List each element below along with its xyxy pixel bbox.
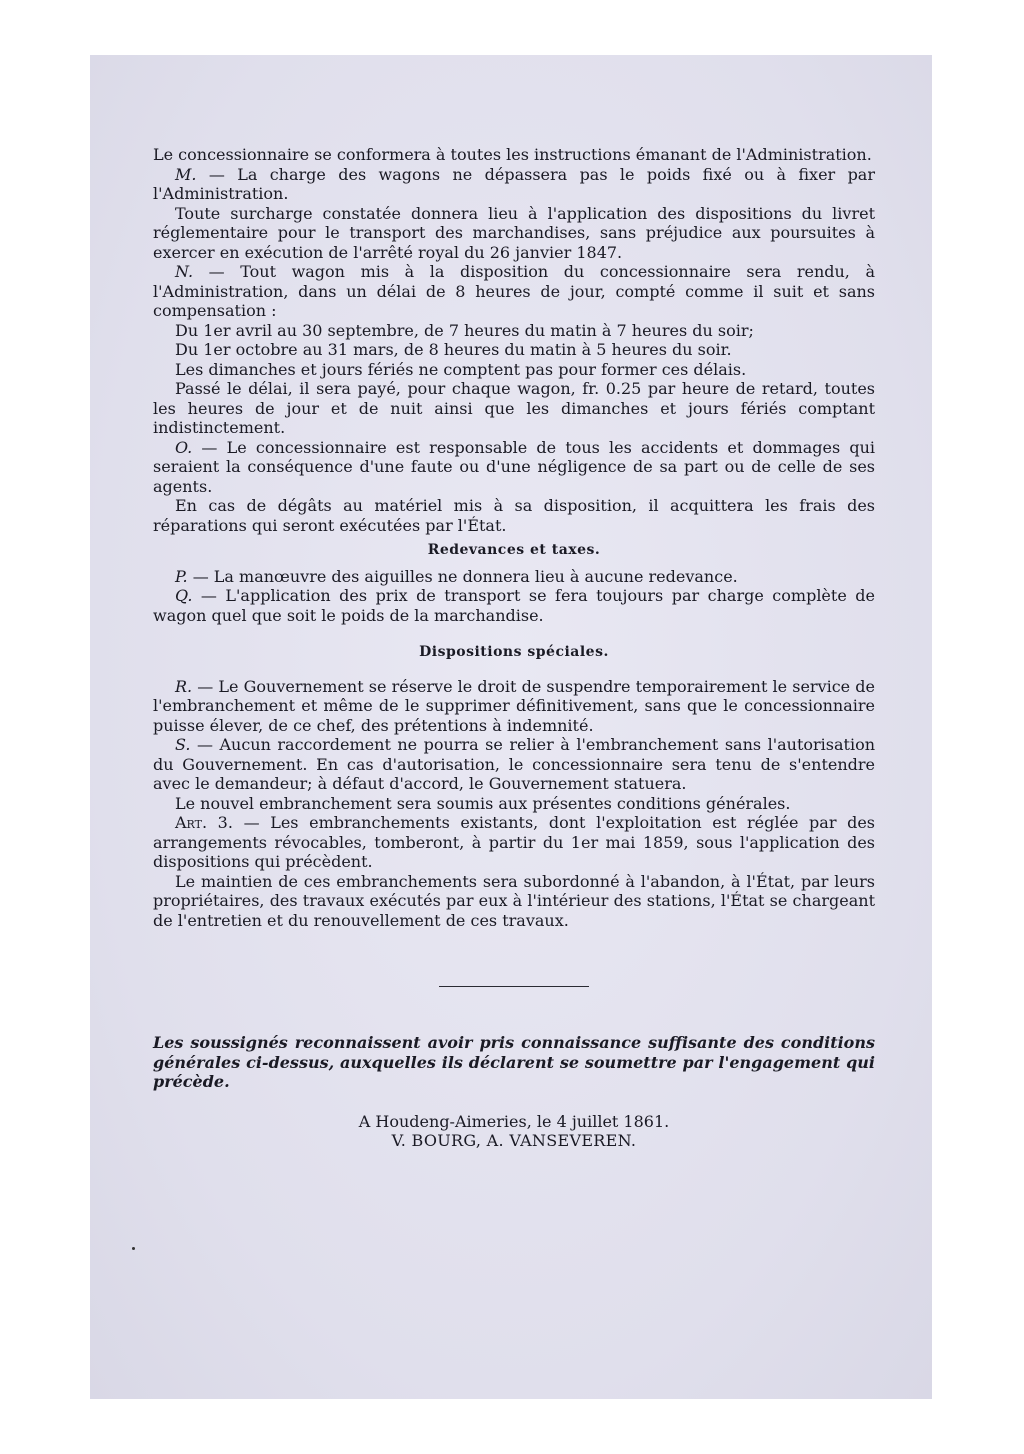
clause-o [153,438,875,497]
stray-dot [132,1247,135,1250]
maintenance-paragraph: Le maintien de ces embranchements sera subordonné à l'abandon, à l'État, par leurs propriétaires, des travaux exécutés par eux à l'intérieur des stations, l'État se chargeant de l'entretien et du renouvellement de ces travaux. [153,871,875,930]
clause-r [153,677,875,736]
clause-q [153,586,875,625]
place-date: A Houdeng-Aimeries, le 4 juillet 1861. [358,1111,670,1131]
sundays-paragraph: Les dimanches et jours fériés ne comptent pas pour former ces délais. [175,359,747,379]
scanned-page [90,55,932,1399]
clause-s-text: — Aucun raccordement ne pourra se relier à l'embranchement sans l'autorisation du Gouvernement. En cas d'autorisation, le concessionnaire sera tenu de s'entendre avec le demandeur; à défaut d'accord, le Gouvernement statuera. [153,735,875,793]
separator-rule [439,986,589,987]
clause-r-letter: R. [175,676,193,696]
surcharge-paragraph: Toute surcharge constatée donnera lieu à l'application des dispositions du livret réglementaire pour le transport des marchandises, sans préjudice aux poursuites à exercer en exécution de l'arrêté royal du 26 janvier 1847. [153,203,875,262]
acknowledgement: Les soussignés reconnaissent avoir pris connaissance suffisante des conditions générales ci-dessus, auxquelles ils déclarent se soumettre par l'engagement qui précède. [153,1033,875,1091]
clause-m-letter: M. [175,164,197,184]
heading-special: Dispositions spéciales. [419,644,609,660]
clause-p [153,567,875,587]
document-body [153,145,875,1151]
clause-s [153,735,875,794]
clause-q-text: — L'application des prix de transport se fera toujours par charge complète de wagon quel que soit le poids de la marchandise. [153,586,875,625]
opening-paragraph: Le concessionnaire se conformera à toutes les instructions émanant de l'Administration. [153,145,872,164]
heading-fees: Redevances et taxes. [427,542,601,558]
clause-m-text: — La charge des wagons ne dépassera pas le poids fixé ou à fixer par l'Administration. [153,164,875,203]
clause-p-text: — La manœuvre des aiguilles ne donnera lieu à aucune redevance. [187,566,738,586]
clause-n-text: — Tout wagon mis à la disposition du concessionnaire sera rendu, à l'Administration, dans un délai de 8 heures de jour, compté comme il suit et sans compensation : [153,262,875,320]
clause-s-letter: S. [175,735,191,754]
clause-o-letter: O. [175,437,193,457]
clause-p-letter: P. [175,566,188,586]
clause-n [153,262,875,321]
clause-m [153,165,875,204]
signatories: V. BOURG, A. VANSEVEREN. [391,1131,637,1150]
article-3-text: — Les embranchements existants, dont l'exploitation est réglée par des arrangements révocables, tomberont, à partir du 1er mai 1859, sous l'application des dispositions qui précèdent. [153,813,875,871]
article-3 [153,813,875,872]
clause-r-text: — Le Gouvernement se réserve le droit de suspendre temporairement le service de l'embranchement et même de le supprimer définitivement, sans que le concessionnaire puisse élever, de ce chef, des prétentions à indemnité. [153,676,875,735]
new-branch-paragraph: Le nouvel embranchement sera soumis aux présentes conditions générales. [175,793,791,813]
schedule-summer: Du 1er avril au 30 septembre, de 7 heures du matin à 7 heures du soir; [175,320,754,340]
damages-paragraph: En cas de dégâts au matériel mis à sa disposition, il acquittera les frais des réparations qui seront exécutées par l'État. [153,496,875,535]
article-3-label: Art. 3. [175,813,233,832]
clause-n-letter: N. [175,262,194,281]
schedule-winter: Du 1er octobre au 31 mars, de 8 heures du matin à 5 heures du soir. [175,340,732,359]
clause-q-letter: Q. [175,586,193,605]
clause-o-text: — Le concessionnaire est responsable de tous les accidents et dommages qui seraient la conséquence d'une faute ou d'une négligence de sa part ou de celle de ses agents. [153,437,875,496]
penalty-paragraph: Passé le délai, il sera payé, pour chaque wagon, fr. 0.25 par heure de retard, toutes les heures de jour et de nuit ainsi que les dimanches et jours fériés comptant indistinctement. [153,379,875,437]
